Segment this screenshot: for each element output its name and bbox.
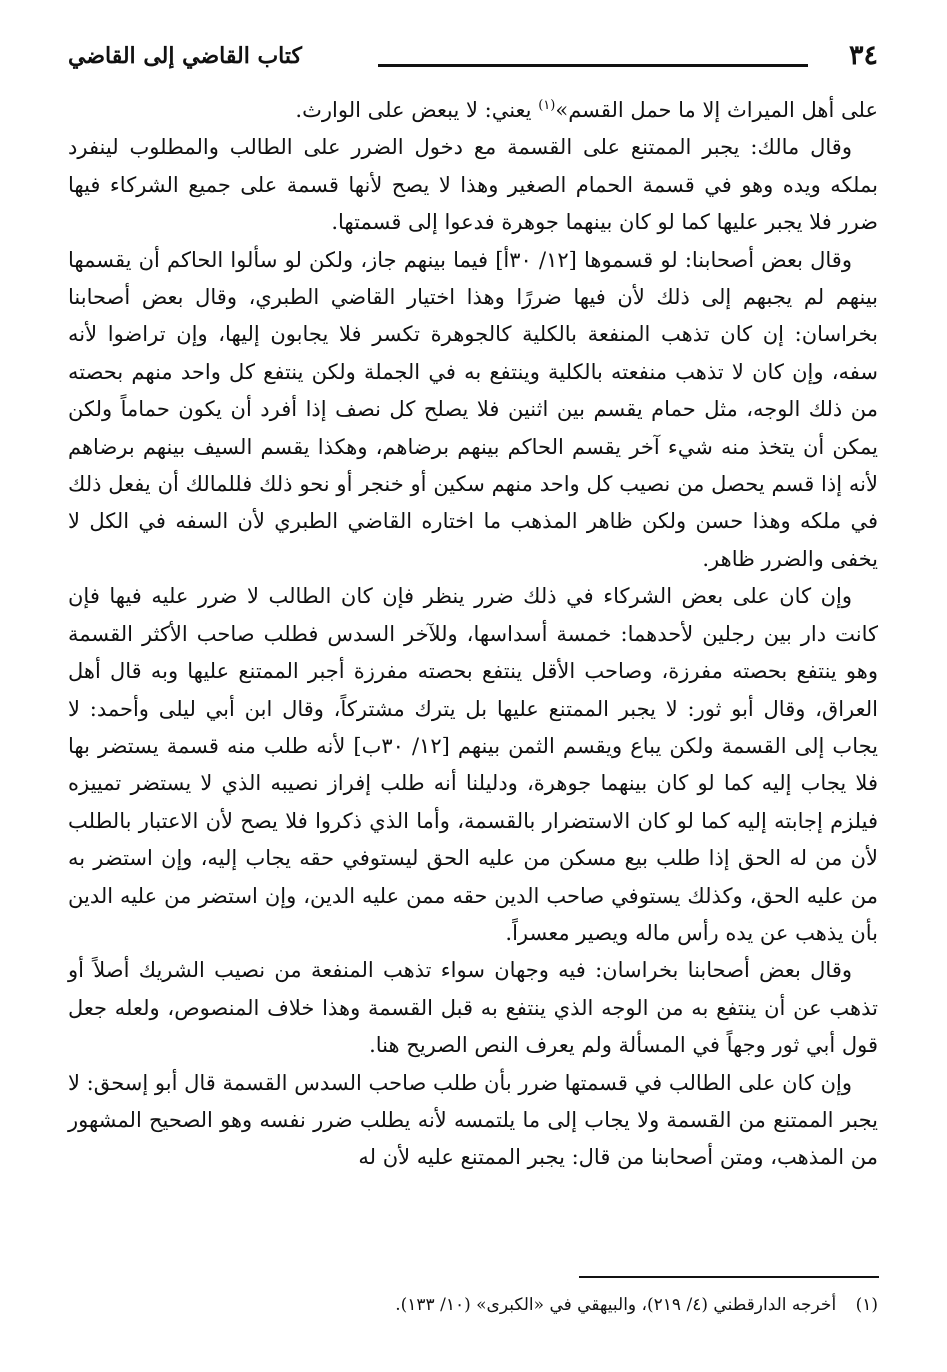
footnote-number: (١) bbox=[855, 1295, 878, 1315]
main-text bbox=[68, 92, 878, 1177]
footnote-separator bbox=[579, 1276, 879, 1278]
paragraph-1 bbox=[68, 92, 878, 129]
paragraph-4: وإن كان على بعض الشركاء في ذلك ضرر ينظر فإن كان الطالب لا ضرر عليه فيها فإن كانت دار بين رجلين لأحدهما: خمسة أسداسها، وللآخر السدس فطلب صاحب الأكثر القسمة وهو ينتفع بحصته مفرزة، وصاحب الأقل ينتفع بحصته مفرزة أجبر الممتنع عليها وبه قال أهل العراق، وقال أبو ثور: لا يجبر الممتنع عليها بل يترك مشتركاً، وقال ابن أبي ليلى وأحمد: لا يجاب إلى القسمة ولكن يباع ويقسم الثمن بينهم [١٢/ ٣٠ب] لأنه طلب منه قسمة يستضر بها فلا يجاب إليه كما لو كان بينهما جوهرة، ودليلنا أنه طلب إفراز نصيبه الذي لا يستضر تمييزه فيلزم إجابته إليه كما لو كان الاستضرار بالقسمة، وأما الذي ذكروا فلا يصح لأن الاعتبار بالطلب لأن من له الحق إذا طلب بيع مسكن من عليه الحق ليستوفي حقه يجاب إليه، وإن استضر به من عليه الحق، وكذلك يستوفي صاحب الدين حقه ممن عليه الدين، وإن استضر من عليه الدين بأن يذهب عن يده رأس ماله ويصير معسراً. bbox=[68, 584, 878, 945]
footnote-reference: (١) bbox=[538, 98, 556, 113]
header-rule bbox=[378, 64, 808, 67]
paragraph-text: على أهل الميراث إلا ما حمل القسم» bbox=[555, 98, 878, 122]
paragraph-5: وقال بعض أصحابنا بخراسان: فيه وجهان سواء تذهب المنفعة من نصيب الشريك أصلاً أو تذهب عن أن ينتفع به من الوجه الذي ينتفع به قبل القسمة وهذا خلاف المنصوص، ولعله جعل قول أبي ثور وجهاً في المسألة ولم يعرف النص الصريح هنا. bbox=[68, 958, 878, 1058]
running-header bbox=[68, 36, 878, 86]
paragraph-text-continued: يعني: لا يبعض على الوارث. bbox=[295, 98, 539, 122]
book-title: كتاب القاضي إلى القاضي bbox=[68, 43, 302, 69]
footnote bbox=[68, 1290, 878, 1320]
page-number: ٣٤ bbox=[848, 40, 878, 71]
paragraph-2: وقال مالك: يجبر الممتنع على القسمة مع دخول الضرر على الطالب والمطلوب لينفرد بملكه ويده وهو في قسمة الحمام الصغير وهذا لا يصح لأنها قسمة على جميع الشركاء فيها ضرر فلا يجبر عليها كما لو كان بينهما جوهرة فدعوا إلى قسمتها. bbox=[68, 135, 878, 235]
paragraph-6: وإن كان على الطالب في قسمتها ضرر بأن طلب صاحب السدس القسمة قال أبو إسحق: لا يجبر الممتنع من القسمة ولا يجاب إلى ما يلتمسه لأنه يطلب ضرر نفسه وهو الصحيح المشهور من المذهب، ومتن أصحابنا من قال: يجبر الممتنع عليه لأن له bbox=[68, 1070, 878, 1170]
paragraph-3: وقال بعض أصحابنا: لو قسموها [١٢/ ٣٠أ] فيما بينهم جاز، ولكن لو سألوا الحاكم أن يقسمها بينهم لم يجبهم إلى ذلك لأن فيها ضررًا وهذا اختيار القاضي الطبري، وقال بعض أصحابنا بخراسان: إن كان تذهب المنفعة بالكلية كالجوهرة تكسر فلا يجابون إليها، وإن تراضوا لأنه سفه، وإن كان لا تذهب منفعته بالكلية وينتفع به في الجملة ولكن ينتفع كل واحد منهم بحصته من ذلك الوجه، مثل حمام يقسم بين اثنين فلا يصلح كل نصف إذا أفرد أن يكون حماماً ولكن يمكن أن يتخذ منه شيء آخر يقسم الحاكم بينهم برضاهم، وهكذا يقسم السيف بينهم برضاهم لأنه إذا قسم يحصل من نصيب كل واحد منهم سكين أو خنجر أو نحو ذلك فللمالك أن يفعل ذلك في ملكه وهذا حسن ولكن ظاهر المذهب ما اختاره القاضي الطبري لأن السفه في الكل لا يخفى والضرر ظاهر. bbox=[68, 247, 878, 571]
footnote-text: أخرجه الدارقطني (٤/ ٢١٩)، والبيهقي في «الكبرى» (١٠/ ١٣٣). bbox=[395, 1295, 837, 1315]
